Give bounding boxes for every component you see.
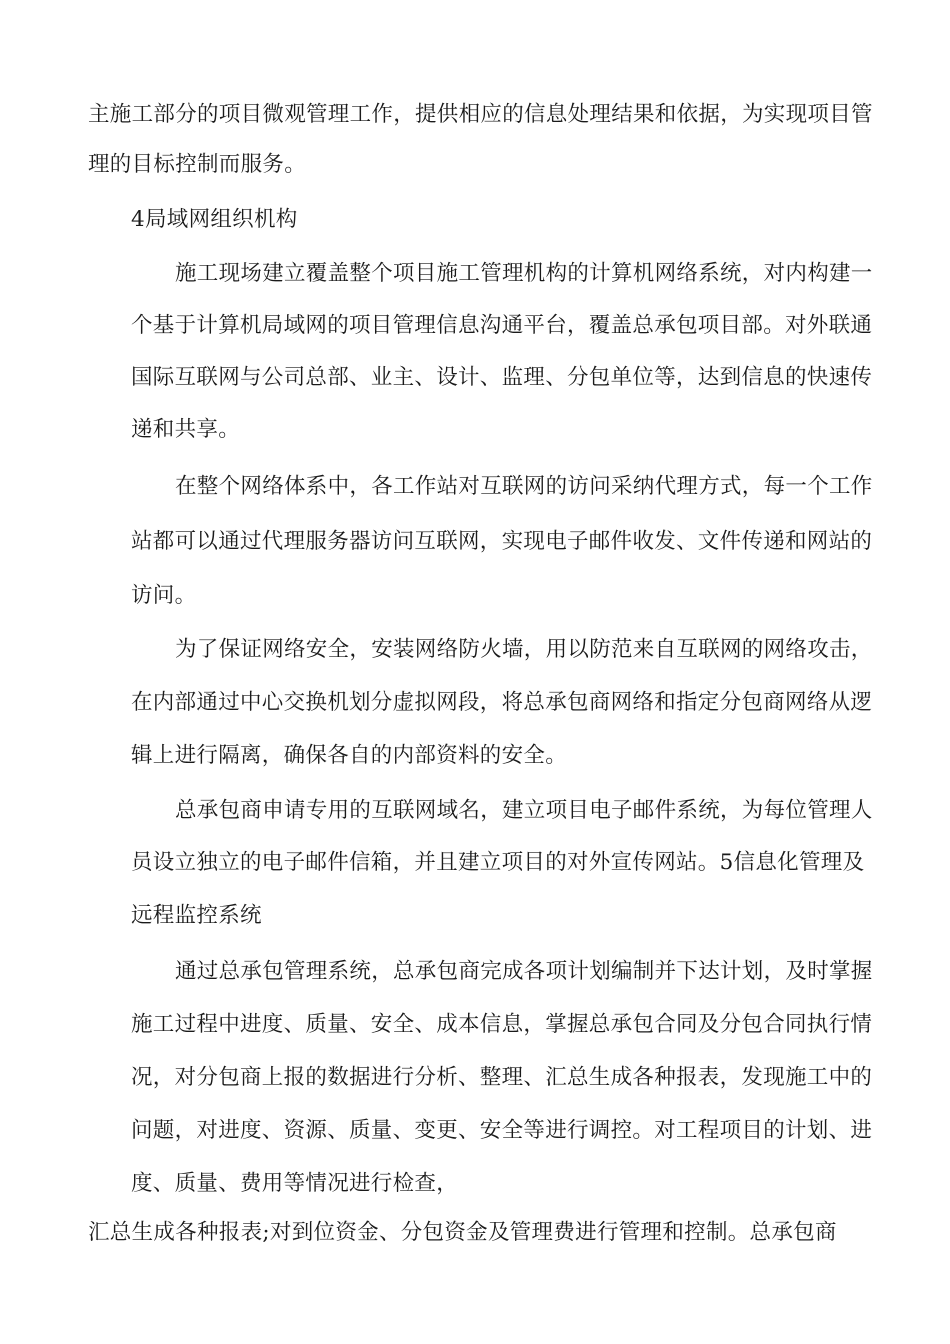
text-line: 理的目标控制而服务。 bbox=[88, 152, 307, 177]
text-line: 个基于计算机局域网的项目管理信息沟通平台，覆盖总承包项目部。对外联通 bbox=[131, 313, 873, 338]
text-line: 国际互联网与公司总部、业主、设计、监理、分包单位等，达到信息的快速传 bbox=[131, 365, 873, 390]
text-line: 员设立独立的电子邮件信箱，并且建立项目的对外宣传网站。5信息化管理及 bbox=[131, 850, 865, 875]
text-line: 施工过程中进度、质量、安全、成本信息，掌握总承包合同及分包合同执行情 bbox=[131, 1012, 873, 1037]
text-line: 度、质量、费用等情况进行检查， bbox=[131, 1171, 459, 1196]
text-line: 站都可以通过代理服务器访问互联网，实现电子邮件收发、文件传递和网站的 bbox=[131, 529, 873, 554]
text-line: 为了保证网络安全，安装网络防火墙，用以防范来自互联网的网络攻击， bbox=[175, 637, 873, 662]
section-heading: 4局域网组织机构 bbox=[131, 207, 298, 232]
text-line: 况，对分包商上报的数据进行分析、整理、汇总生成各种报表，发现施工中的 bbox=[131, 1065, 873, 1090]
text-line: 通过总承包管理系统，总承包商完成各项计划编制并下达计划，及时掌握 bbox=[175, 959, 873, 984]
text-line: 在内部通过中心交换机划分虚拟网段，将总承包商网络和指定分包商网络从逻 bbox=[131, 690, 873, 715]
text-line: 辑上进行隔离，确保各自的内部资料的安全。 bbox=[131, 743, 568, 768]
text-line: 施工现场建立覆盖整个项目施工管理机构的计算机网络系统，对内构建一 bbox=[175, 261, 873, 286]
text-line: 主施工部分的项目微观管理工作，提供相应的信息处理结果和依据，为实现项目管 bbox=[88, 102, 873, 127]
text-line: 总承包商申请专用的互联网域名，建立项目电子邮件系统，为每位管理人 bbox=[175, 798, 873, 823]
text-line: 问题，对进度、资源、质量、变更、安全等进行调控。对工程项目的计划、进 bbox=[131, 1118, 873, 1143]
text-line: 汇总生成各种报表;对到位资金、分包资金及管理费进行管理和控制。总承包商 bbox=[88, 1220, 837, 1245]
text-line: 访问。 bbox=[131, 583, 197, 608]
text-line: 在整个网络体系中，各工作站对互联网的访问采纳代理方式，每一个工作 bbox=[175, 474, 873, 499]
text-line: 远程监控系统 bbox=[131, 903, 262, 928]
text-line: 递和共享。 bbox=[131, 417, 241, 442]
